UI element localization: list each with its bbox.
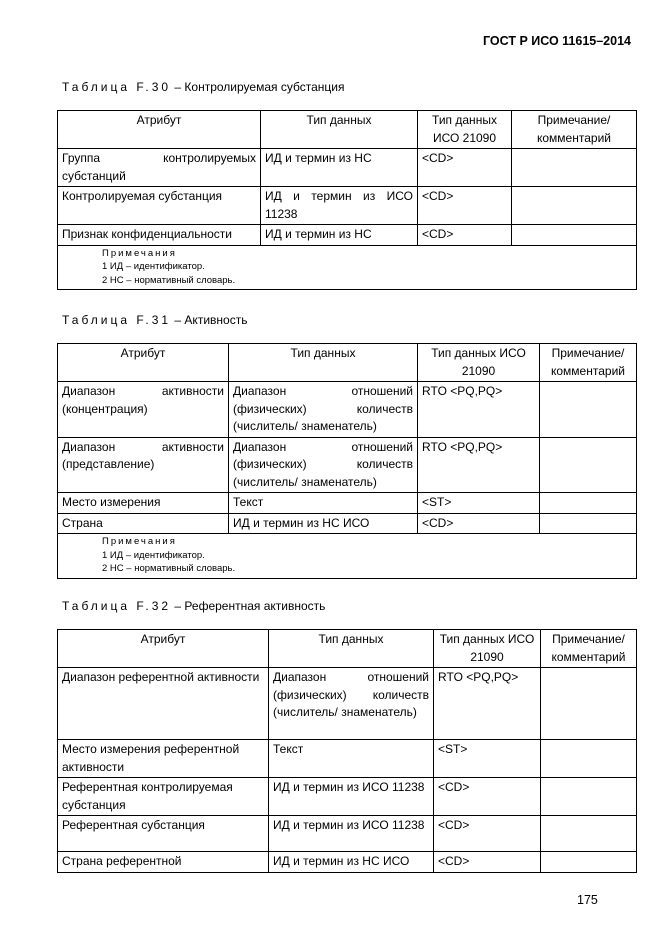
table-row — [58, 513, 637, 534]
table-notes-row — [58, 534, 637, 579]
table-cell: ИД и термин из НС — [261, 225, 418, 246]
table-notes — [58, 534, 637, 579]
table-cell: <CD> — [434, 852, 541, 873]
table-label: Таблица F.30 — [62, 80, 172, 94]
table-cell — [512, 149, 637, 187]
table-title: – Референтная активность — [174, 599, 326, 613]
table-row — [58, 740, 637, 778]
table-label: Таблица F.32 — [62, 599, 172, 613]
table-cell: ИД и термин из ИСО 11238 — [269, 816, 434, 852]
table-cell: Диапазон отношений (физических) количеств (числитель/ знаменатель) — [269, 668, 434, 740]
table-row — [58, 382, 637, 438]
note-item: 1 ИД – идентификатор. — [102, 261, 205, 272]
table-cell — [540, 437, 637, 493]
table-header-row — [58, 111, 637, 149]
table-row — [58, 816, 637, 852]
table-f32 — [57, 629, 637, 873]
column-header: Тип данных — [261, 111, 418, 149]
table-cell — [540, 493, 637, 514]
column-header: Тип данных ИСО 21090 — [434, 630, 541, 668]
table-cell: <CD> — [418, 225, 512, 246]
table-cell: ИД и термин из ИСО 11238 — [261, 187, 418, 225]
table-cell: Признак конфиденциальности — [58, 225, 261, 246]
table-cell: <CD> — [418, 149, 512, 187]
table-row — [58, 852, 637, 873]
table-cell — [541, 778, 637, 816]
table-cell: <ST> — [434, 740, 541, 778]
column-header: Тип данных — [229, 344, 418, 382]
table-cell: ИД и термин из ИСО 11238 — [269, 778, 434, 816]
notes-title: Примечания — [102, 247, 177, 259]
table-cell: ИД и термин из НС — [261, 149, 418, 187]
column-header: Атрибут — [58, 344, 229, 382]
table-row — [58, 437, 637, 493]
standard-header: ГОСТ Р ИСО 11615–2014 — [482, 34, 631, 48]
table-label: Таблица F.31 — [62, 313, 172, 327]
table-cell: RTO <PQ,PQ> — [418, 437, 540, 493]
column-header: Примечание/ комментарий — [541, 630, 637, 668]
table-cell: Диапазон активности (концентрация) — [58, 382, 229, 438]
note-item: 2 НС – нормативный словарь. — [102, 274, 236, 286]
table-cell — [540, 513, 637, 534]
table-row — [58, 778, 637, 816]
table-cell: ИД и термин из НС ИСО — [269, 852, 434, 873]
notes-title: Примечания — [102, 536, 177, 547]
table-cell: ИД и термин из НС ИСО — [229, 513, 418, 534]
table-title: – Активность — [174, 313, 248, 327]
table-cell: <CD> — [434, 778, 541, 816]
table-row — [58, 187, 637, 225]
table-cell — [512, 225, 637, 246]
note-item: 1 ИД – идентификатор. — [102, 549, 205, 561]
table-cell: <ST> — [418, 493, 540, 514]
table-cell: Место измерения — [58, 493, 229, 514]
table-notes-row — [58, 245, 637, 290]
table-cell: Контролируемая субстанция — [58, 187, 261, 225]
table-cell: RTO <PQ,PQ> — [434, 668, 541, 740]
table-cell: Текст — [269, 740, 434, 778]
table-cell — [541, 852, 637, 873]
column-header: Примечание/ комментарий — [512, 111, 637, 149]
column-header: Примечание/ комментарий — [540, 344, 637, 382]
table-cell: <CD> — [418, 187, 512, 225]
table-row — [58, 149, 637, 187]
table-cell: Диапазон референтной активности — [58, 668, 269, 740]
table-cell: Страна — [58, 513, 229, 534]
column-header: Тип данных — [269, 630, 434, 668]
column-header: Атрибут — [58, 111, 261, 149]
table-header-row — [58, 630, 637, 668]
table-row — [58, 225, 637, 246]
table-header-row — [58, 344, 637, 382]
table-row — [58, 493, 637, 514]
table-cell — [541, 740, 637, 778]
note-item: 2 НС – нормативный словарь. — [102, 563, 236, 574]
table-caption-f31 — [62, 313, 247, 327]
table-cell: Место измерения референтной активности — [58, 740, 269, 778]
table-cell — [540, 382, 637, 438]
table-cell: Референтная контролируемая субстанция — [58, 778, 269, 816]
table-cell — [541, 816, 637, 852]
table-cell — [541, 668, 637, 740]
table-row — [58, 668, 637, 740]
table-title: – Контролируемая субстанция — [174, 80, 345, 94]
table-cell — [512, 187, 637, 225]
table-cell: Текст — [229, 493, 418, 514]
table-caption-f30 — [62, 80, 344, 94]
column-header: Атрибут — [58, 630, 269, 668]
table-notes — [58, 245, 637, 290]
table-caption-f32 — [62, 599, 325, 613]
table-cell: Страна референтной — [58, 852, 269, 873]
table-cell: Диапазон активности (представление) — [58, 437, 229, 493]
table-cell: RTO <PQ,PQ> — [418, 382, 540, 438]
column-header: Тип данных ИСО 21090 — [418, 111, 512, 149]
column-header: Тип данных ИСО 21090 — [418, 344, 540, 382]
table-cell: Диапазон отношений (физических) количеств (числитель/ знаменатель) — [229, 382, 418, 438]
table-f31 — [57, 343, 637, 579]
table-f30 — [57, 110, 637, 290]
table-cell: Референтная субстанция — [58, 816, 269, 852]
table-cell: Диапазон отношений (физических) количеств (числитель/ знаменатель) — [229, 437, 418, 493]
page-number: 175 — [577, 893, 598, 907]
table-cell: <CD> — [418, 513, 540, 534]
table-cell: Группа контролируемых субстанций — [58, 149, 261, 187]
table-cell: <CD> — [434, 816, 541, 852]
